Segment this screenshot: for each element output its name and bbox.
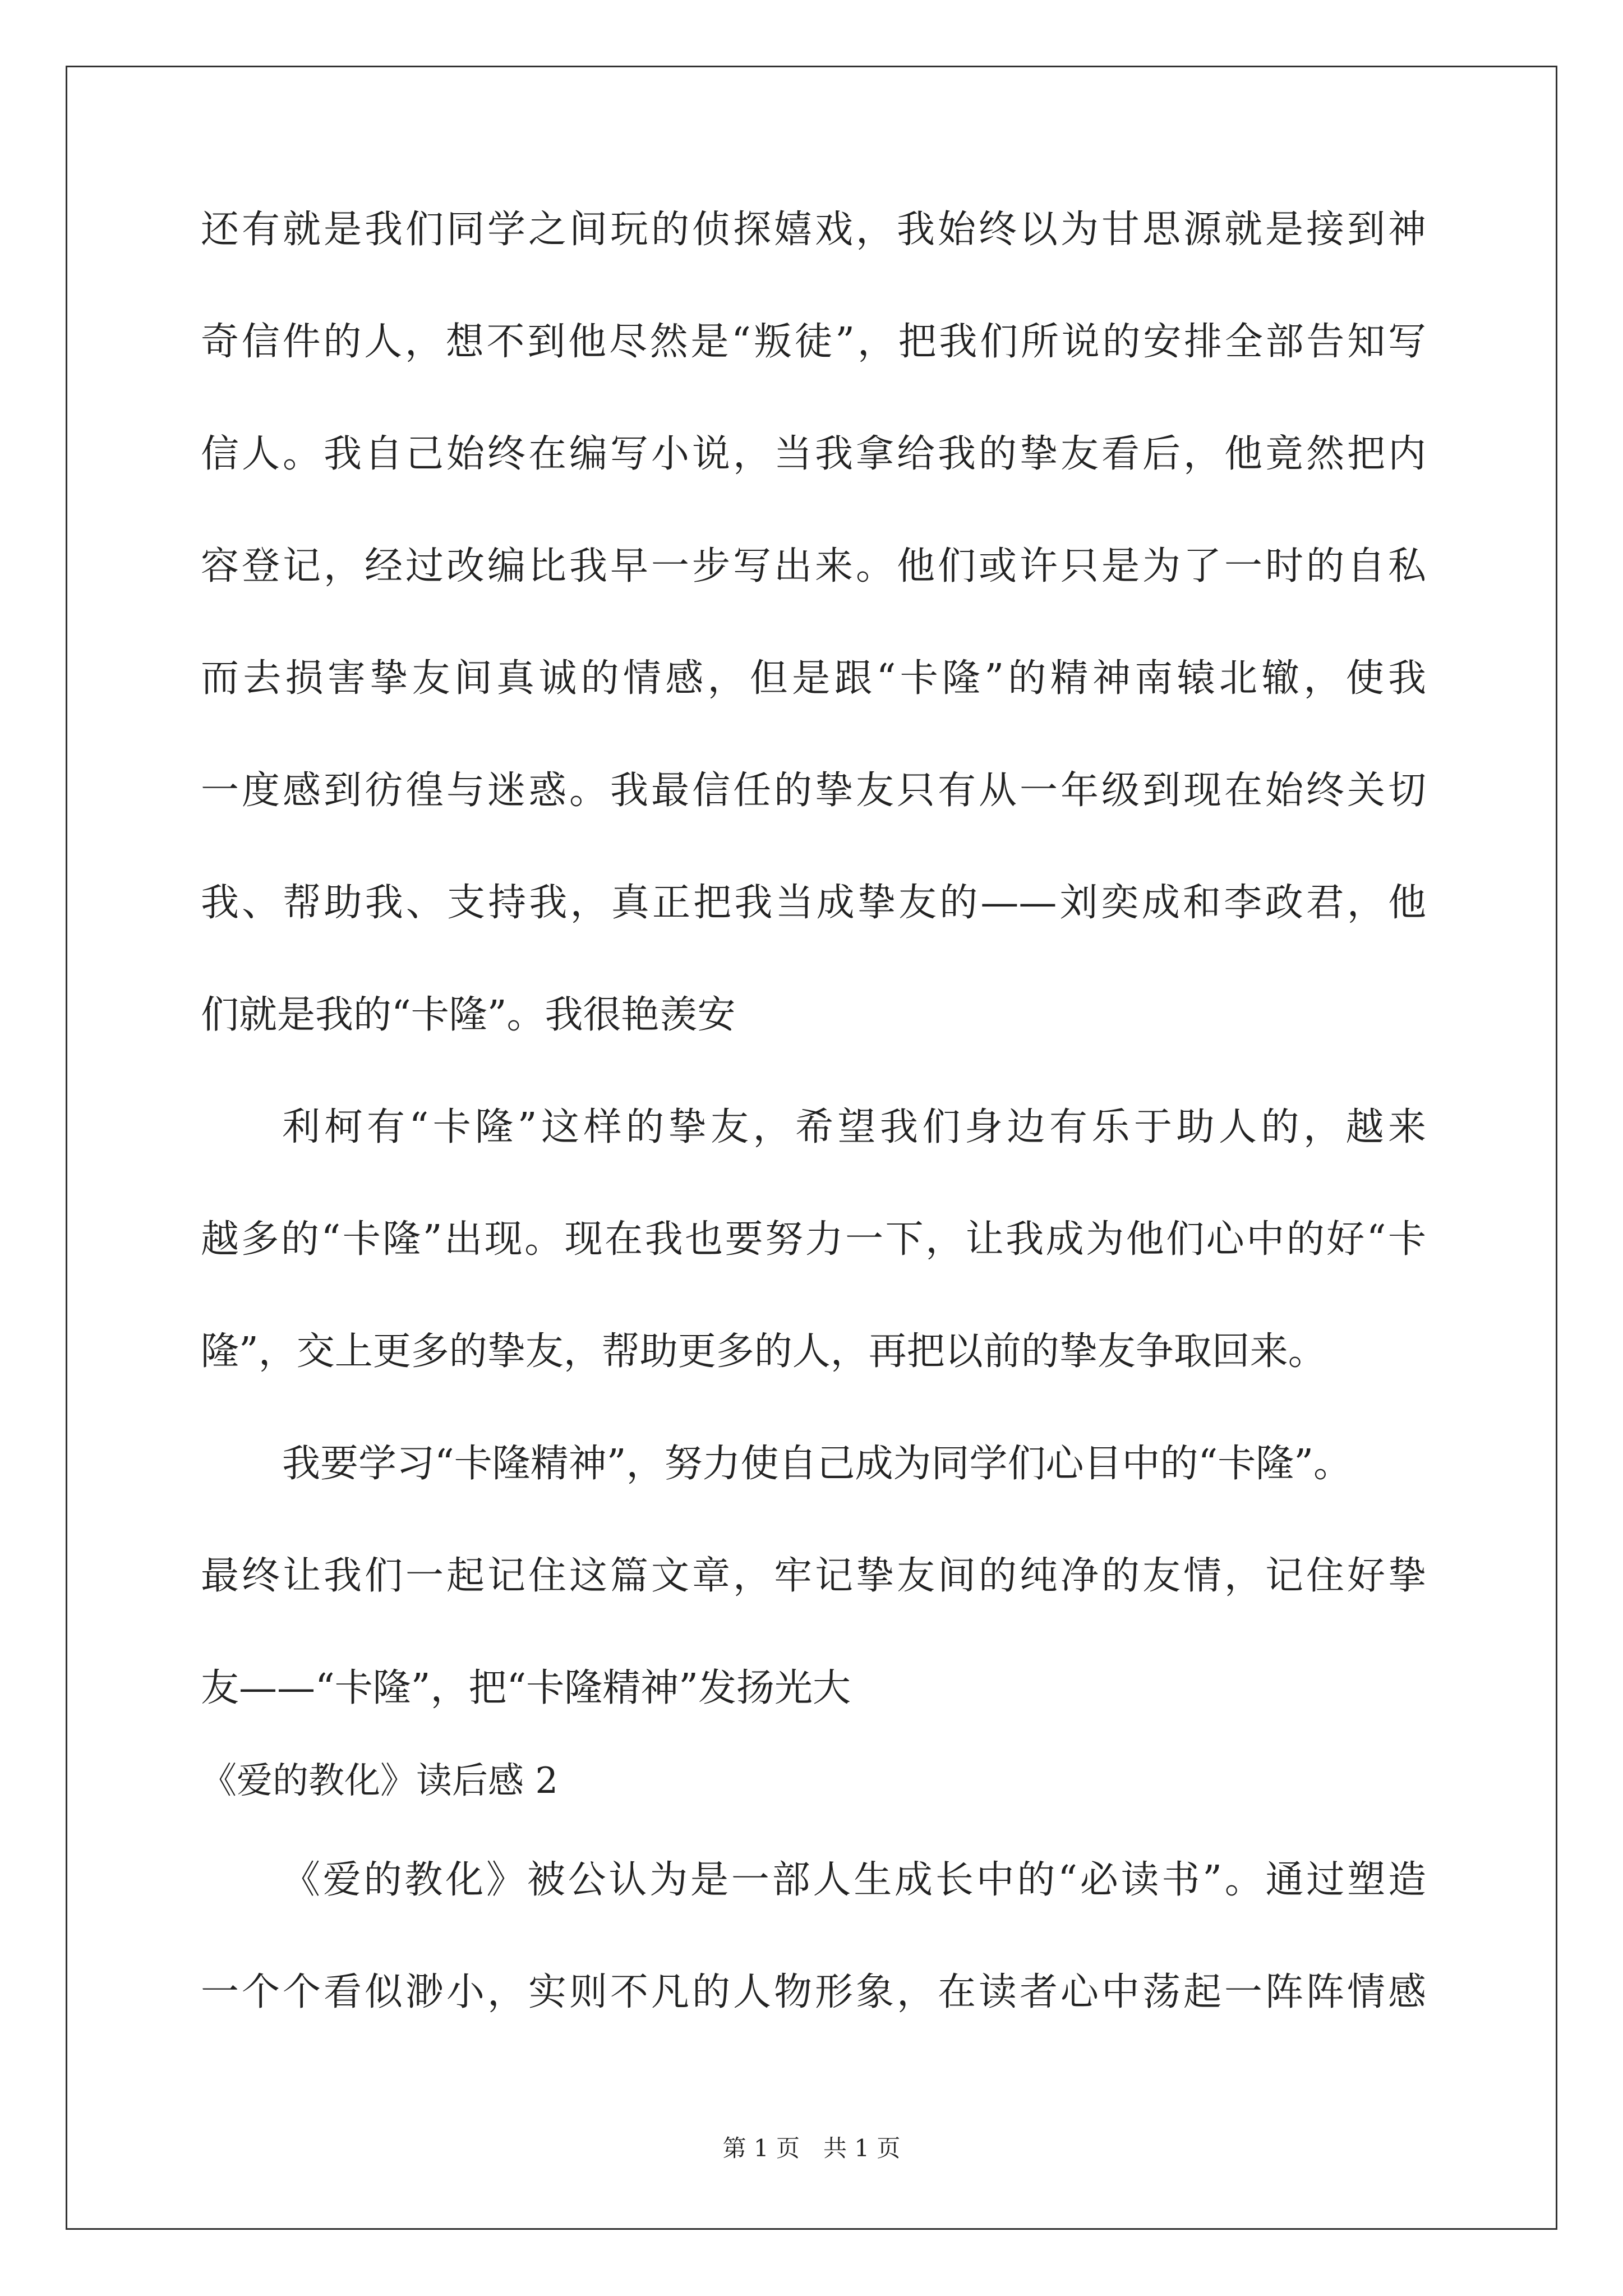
text-line: 还有就是我们同学之间玩的侦探嬉戏，我始终以为甘思源就是接到神 xyxy=(201,208,1426,252)
text-line: 容登记，经过改编比我早一步写出来。他们或许只是为了一时的自私 xyxy=(201,544,1426,588)
text-line: 越多的“卡隆”出现。现在我也要努力一下，让我成为他们心中的好“卡 xyxy=(201,1217,1426,1262)
page-footer: 第 1 页 共 1 页 xyxy=(722,2134,901,2162)
text-line: 利柯有“卡隆”这样的挚友，希望我们身边有乐于助人的，越来 xyxy=(282,1105,1426,1149)
text-line: 一度感到彷徨与迷惑。我最信任的挚友只有从一年级到现在始终关切 xyxy=(201,769,1426,813)
text-line: 隆”，交上更多的挚友，帮助更多的人，再把以前的挚友争取回来。 xyxy=(201,1329,1326,1374)
text-line: 我要学习“卡隆精神”，努力使自己成为同学们心目中的“卡隆”。 xyxy=(282,1442,1352,1486)
text-line: 奇信件的人，想不到他尽然是“叛徒”，把我们所说的安排全部告知写 xyxy=(201,320,1426,364)
text-line: 友——“卡隆”，把“卡隆精神”发扬光大 xyxy=(201,1666,851,1710)
text-line: 我、帮助我、支持我，真正把我当成挚友的——刘奕成和李政君，他 xyxy=(201,881,1426,925)
text-line: 信人。我自己始终在编写小说，当我拿给我的挚友看后，他竟然把内 xyxy=(201,432,1426,476)
text-line: 一个个看似渺小，实则不凡的人物形象，在读者心中荡起一阵阵情感 xyxy=(201,1970,1426,2014)
text-line: 们就是我的“卡隆”。我很艳羡安 xyxy=(201,993,736,1037)
text-line: 《爱的教化》被公认为是一部人生成长中的“必读书”。通过塑造 xyxy=(282,1858,1426,1902)
text-line: 最终让我们一起记住这篇文章，牢记挚友间的纯净的友情，记住好挚 xyxy=(201,1554,1426,1598)
section-heading: 《爱的教化》读后感 2 xyxy=(201,1760,559,1802)
text-line: 而去损害挚友间真诚的情感，但是跟“卡隆”的精神南辕北辙，使我 xyxy=(201,656,1426,701)
